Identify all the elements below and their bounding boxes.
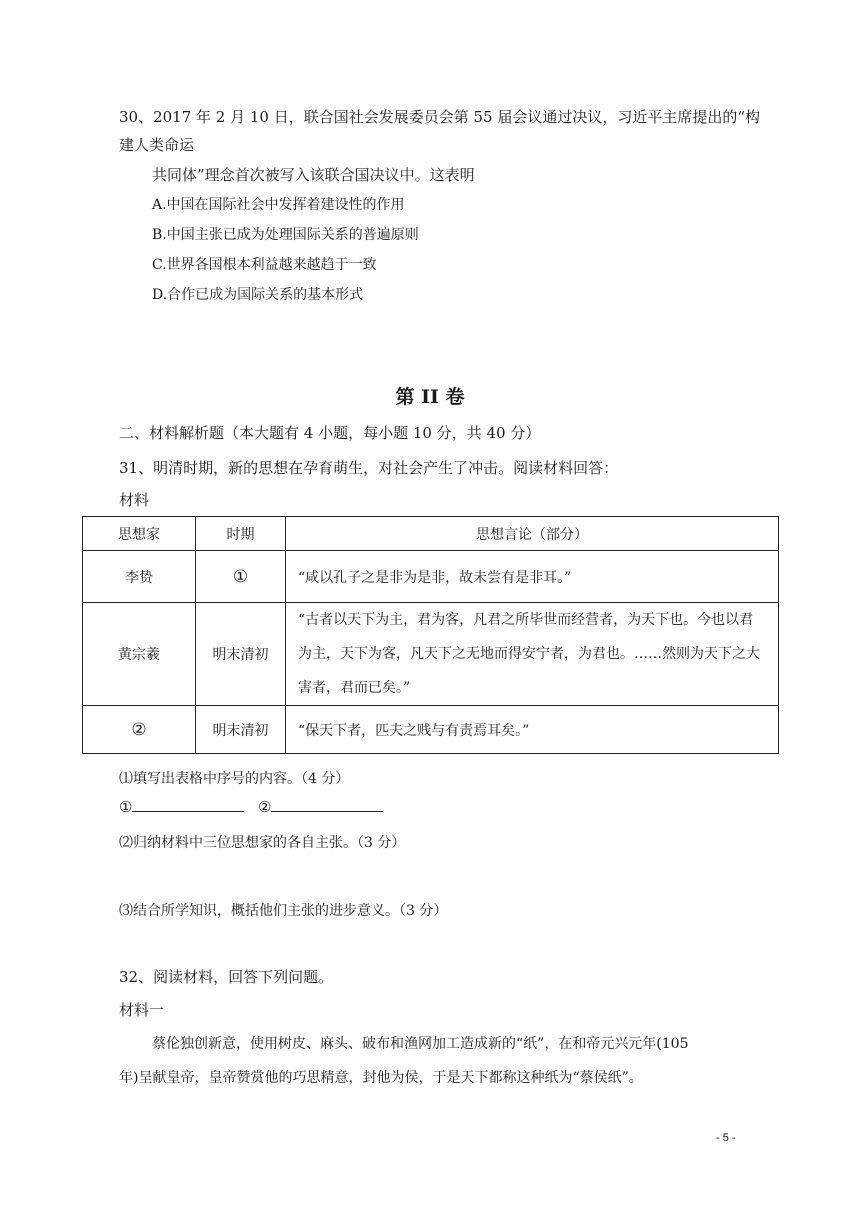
q32-paragraph-line1: 蔡伦独创新意，使用树皮、麻头、破布和渔网加工造成新的“纸”，在和帝元兴元年(105: [152, 1036, 689, 1052]
q32-paragraph-line2: 年)呈献皇帝，皇帝赞赏他的巧思精意，封他为侯，于是天下都称这种纸为“蔡侯纸”。: [119, 1070, 643, 1086]
table-header-cell: 思想言论（部分）: [286, 517, 779, 551]
quote-cell: “古者以天下为主，君为客，凡君之所毕世而经营者，为天下也。今也以君为主，天下为客，凡天下之无地而得安宁者，为君也。……然则为天下之大害者，君而已矣。”: [286, 603, 779, 706]
q30-option-c: C.世界各国根本利益越来越趋于一致: [152, 257, 377, 273]
period-cell: ①: [196, 551, 286, 603]
quote-cell: “咸以孔子之是非为是非，故未尝有是非耳。”: [286, 551, 779, 603]
section-intro: 二、材料解析题（本大题有 4 小题，每小题 10 分，共 40 分）: [119, 424, 541, 442]
answer-blank-2[interactable]: [271, 797, 383, 812]
q30-stem-line3: 共同体”理念首次被写入该联合国决议中。这表明: [152, 166, 475, 184]
thinker-cell: ②: [83, 706, 196, 754]
q30-option-d: D.合作已成为国际关系的基本形式: [152, 287, 364, 303]
q30-stem-line1: 30、2017 年 2 月 10 日，联合国社会发展委员会第 55 届会议通过决议，习近平主席提出的“构: [119, 108, 761, 126]
q31-sub2: ⑵归纳材料中三位思想家的各自主张。（3 分）: [119, 835, 406, 851]
table-row: [83, 603, 779, 706]
q31-material-label: 材料: [119, 491, 150, 509]
table-row: [83, 706, 779, 754]
section-title: 第 II 卷: [395, 386, 465, 408]
q32-material-label: 材料一: [119, 1001, 165, 1019]
period-cell: 明末清初: [196, 706, 286, 754]
answer-blanks: [119, 797, 383, 816]
table-header-cell: 思想家: [83, 517, 196, 551]
material-table: [82, 516, 779, 754]
q30-option-a: A.中国在国际社会中发挥着建设性的作用: [152, 197, 405, 213]
q30-stem-line2: 建人类命运: [119, 136, 195, 154]
table-header-row: [83, 517, 779, 551]
q31-stem: 31、明清时期，新的思想在孕育萌生，对社会产生了冲击。阅读材料回答：: [119, 459, 619, 477]
blank2-marker: ②: [258, 798, 272, 816]
table-row: [83, 551, 779, 603]
blank1-marker: ①: [119, 798, 133, 816]
quote-cell: “保天下者，匹夫之贱与有责焉耳矣。”: [286, 706, 779, 754]
answer-blank-1[interactable]: [132, 797, 244, 812]
page-number: - 5 -: [716, 1132, 736, 1144]
table-header-cell: 时期: [196, 517, 286, 551]
q31-sub3: ⑶结合所学知识，概括他们主张的进步意义。（3 分）: [119, 903, 448, 919]
q30-option-b: B.中国主张已成为处理国际关系的普遍原则: [152, 227, 419, 243]
thinker-cell: 李贽: [83, 551, 196, 603]
q31-sub1: ⑴填写出表格中序号的内容。（4 分）: [119, 771, 350, 787]
q32-stem: 32、阅读材料，回答下列问题。: [119, 968, 334, 986]
thinker-cell: 黄宗羲: [83, 603, 196, 706]
period-cell: 明末清初: [196, 603, 286, 706]
